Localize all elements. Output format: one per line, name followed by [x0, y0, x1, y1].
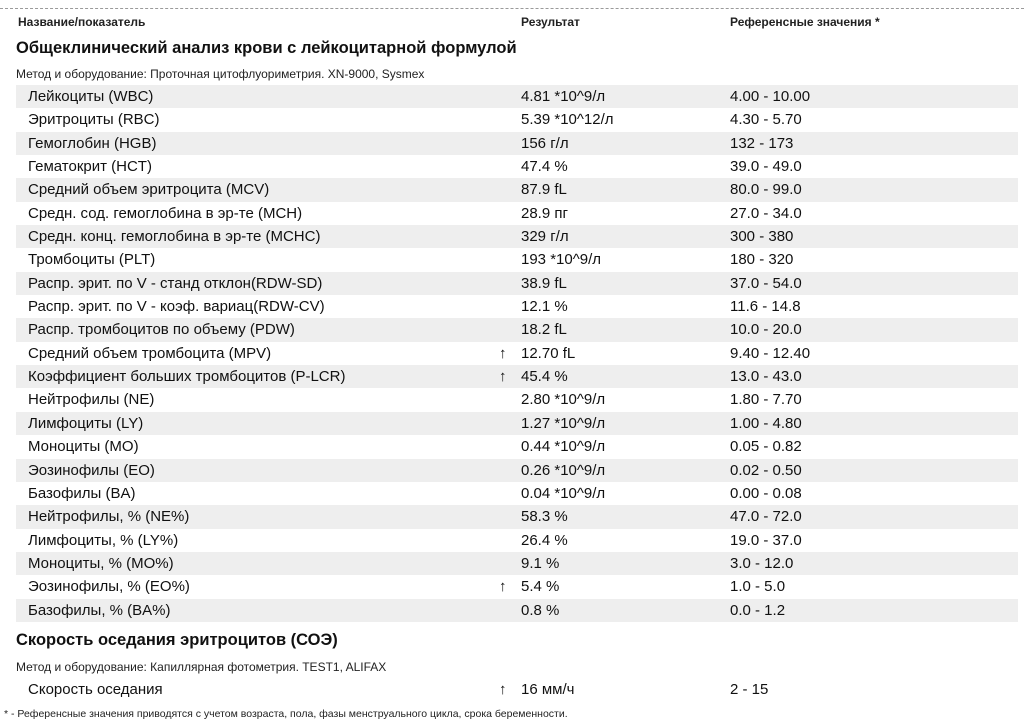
table-row — [16, 85, 1018, 108]
test-name: Эозинофилы (EO) — [28, 461, 155, 479]
flag-up-arrow-icon: ↑ — [499, 578, 507, 596]
test-result: 329 г/л — [521, 228, 569, 246]
table-row — [16, 552, 1018, 575]
test-name: Эозинофилы, % (EO%) — [28, 578, 190, 596]
flag-up-arrow-icon: ↑ — [499, 681, 507, 698]
test-result: 193 *10^9/л — [521, 251, 602, 269]
test-result: 156 г/л — [521, 134, 569, 152]
table-row — [16, 599, 1018, 622]
table-row — [16, 482, 1018, 505]
table-row — [16, 108, 1018, 131]
test-result: 0.04 *10^9/л — [521, 484, 606, 502]
test-reference: 180 - 320 — [730, 251, 794, 269]
table-row — [16, 505, 1018, 528]
test-result: 26.4 % — [521, 531, 568, 549]
table-row — [16, 388, 1018, 411]
test-reference: 4.00 - 10.00 — [730, 88, 811, 105]
test-result: 18.2 fL — [521, 321, 567, 339]
test-reference: 37.0 - 54.0 — [730, 274, 802, 292]
test-result: 45.4 % — [521, 368, 568, 386]
test-result: 16 мм/ч — [521, 681, 575, 698]
test-result: 38.9 fL — [521, 274, 567, 292]
flag-up-arrow-icon: ↑ — [499, 344, 507, 362]
table-row — [16, 365, 1018, 388]
table-row — [16, 575, 1018, 598]
table-row — [16, 342, 1018, 365]
table-row — [16, 318, 1018, 341]
test-name: Распр. тромбоцитов по объему (PDW) — [28, 321, 295, 339]
test-name: Базофилы (BA) — [28, 484, 136, 502]
column-header-name: Название/показатель — [18, 15, 146, 29]
test-reference: 4.30 - 5.70 — [730, 111, 802, 129]
test-result: 0.26 *10^9/л — [521, 461, 606, 479]
test-result: 0.8 % — [521, 601, 560, 619]
table-row — [16, 459, 1018, 482]
results-table-esr — [16, 678, 1018, 701]
column-header-result: Результат — [521, 15, 580, 29]
test-name: Базофилы, % (BA%) — [28, 601, 171, 619]
table-row — [16, 225, 1018, 248]
test-result: 5.4 % — [521, 578, 560, 596]
table-row — [16, 248, 1018, 271]
test-result: 4.81 *10^9/л — [521, 88, 606, 105]
table-row — [16, 435, 1018, 458]
test-reference: 1.00 - 4.80 — [730, 414, 802, 432]
test-reference: 9.40 - 12.40 — [730, 344, 811, 362]
table-row — [16, 272, 1018, 295]
test-name: Распр. эрит. по V - станд отклон(RDW-SD) — [28, 274, 323, 292]
test-reference: 13.0 - 43.0 — [730, 368, 802, 386]
test-reference: 0.00 - 0.08 — [730, 484, 802, 502]
footnote: * - Референсные значения приводятся с учетом возраста, пола, фазы менструального цикла, срока беременности. — [4, 708, 568, 720]
test-name: Средний объем тромбоцита (MPV) — [28, 344, 272, 362]
test-result: 9.1 % — [521, 554, 560, 572]
test-reference: 132 - 173 — [730, 134, 794, 152]
test-result: 12.70 fL — [521, 344, 576, 362]
test-reference: 2 - 15 — [730, 681, 769, 698]
test-name: Распр. эрит. по V - коэф. вариац(RDW-CV) — [28, 298, 325, 316]
test-reference: 19.0 - 37.0 — [730, 531, 802, 549]
test-reference: 0.05 - 0.82 — [730, 438, 802, 456]
test-name: Коэффициент больших тромбоцитов (P-LCR) — [28, 368, 346, 386]
test-reference: 1.80 - 7.70 — [730, 391, 802, 409]
test-name: Скорость оседания — [28, 681, 163, 698]
test-result: 1.27 *10^9/л — [521, 414, 606, 432]
test-result: 5.39 *10^12/л — [521, 111, 614, 129]
test-reference: 39.0 - 49.0 — [730, 158, 802, 176]
table-row — [16, 132, 1018, 155]
table-row — [16, 412, 1018, 435]
test-name: Лимфоциты, % (LY%) — [28, 531, 179, 549]
results-table-cbc — [16, 85, 1018, 622]
test-name: Эритроциты (RBC) — [28, 111, 160, 129]
header-divider — [0, 8, 1024, 9]
test-name: Средн. конц. гемоглобина в эр-те (MCHC) — [28, 228, 321, 246]
test-name: Нейтрофилы, % (NE%) — [28, 508, 190, 526]
test-result: 12.1 % — [521, 298, 568, 316]
table-row — [16, 529, 1018, 552]
flag-up-arrow-icon: ↑ — [499, 368, 507, 386]
test-reference: 0.02 - 0.50 — [730, 461, 802, 479]
test-name: Лейкоциты (WBC) — [28, 88, 154, 105]
test-name: Тромбоциты (PLT) — [28, 251, 156, 269]
test-result: 28.9 пг — [521, 204, 568, 222]
table-row — [16, 678, 1018, 701]
table-row — [16, 155, 1018, 178]
test-reference: 80.0 - 99.0 — [730, 181, 802, 199]
test-reference: 11.6 - 14.8 — [730, 298, 801, 316]
test-reference: 10.0 - 20.0 — [730, 321, 802, 339]
test-reference: 300 - 380 — [730, 228, 794, 246]
section-title-esr: Скорость оседания эритроцитов (СОЭ) — [16, 631, 338, 649]
test-name: Моноциты (MO) — [28, 438, 139, 456]
column-header-reference: Референсные значения * — [730, 15, 880, 29]
section-method-cbc: Метод и оборудование: Проточная цитофлуориметрия. XN-9000, Sysmex — [16, 67, 425, 81]
section-title-cbc: Общеклинический анализ крови с лейкоцитарной формулой — [16, 39, 517, 57]
table-row — [16, 178, 1018, 201]
table-row — [16, 202, 1018, 225]
test-result: 58.3 % — [521, 508, 568, 526]
section-method-esr: Метод и оборудование: Капиллярная фотометрия. TEST1, ALIFAX — [16, 660, 387, 674]
test-result: 87.9 fL — [521, 181, 567, 199]
table-row — [16, 295, 1018, 318]
test-reference: 1.0 - 5.0 — [730, 578, 786, 596]
test-name: Гемоглобин (HGB) — [28, 134, 157, 152]
test-result: 47.4 % — [521, 158, 568, 176]
test-reference: 3.0 - 12.0 — [730, 554, 794, 572]
test-result: 2.80 *10^9/л — [521, 391, 606, 409]
test-name: Средн. сод. гемоглобина в эр-те (MCH) — [28, 204, 303, 222]
test-name: Моноциты, % (MO%) — [28, 554, 174, 572]
test-result: 0.44 *10^9/л — [521, 438, 606, 456]
test-name: Средний объем эритроцита (MCV) — [28, 181, 270, 199]
test-name: Гематокрит (HCT) — [28, 158, 152, 176]
test-reference: 27.0 - 34.0 — [730, 204, 802, 222]
test-reference: 0.0 - 1.2 — [730, 601, 786, 619]
test-name: Лимфоциты (LY) — [28, 414, 144, 432]
test-name: Нейтрофилы (NE) — [28, 391, 155, 409]
test-reference: 47.0 - 72.0 — [730, 508, 802, 526]
